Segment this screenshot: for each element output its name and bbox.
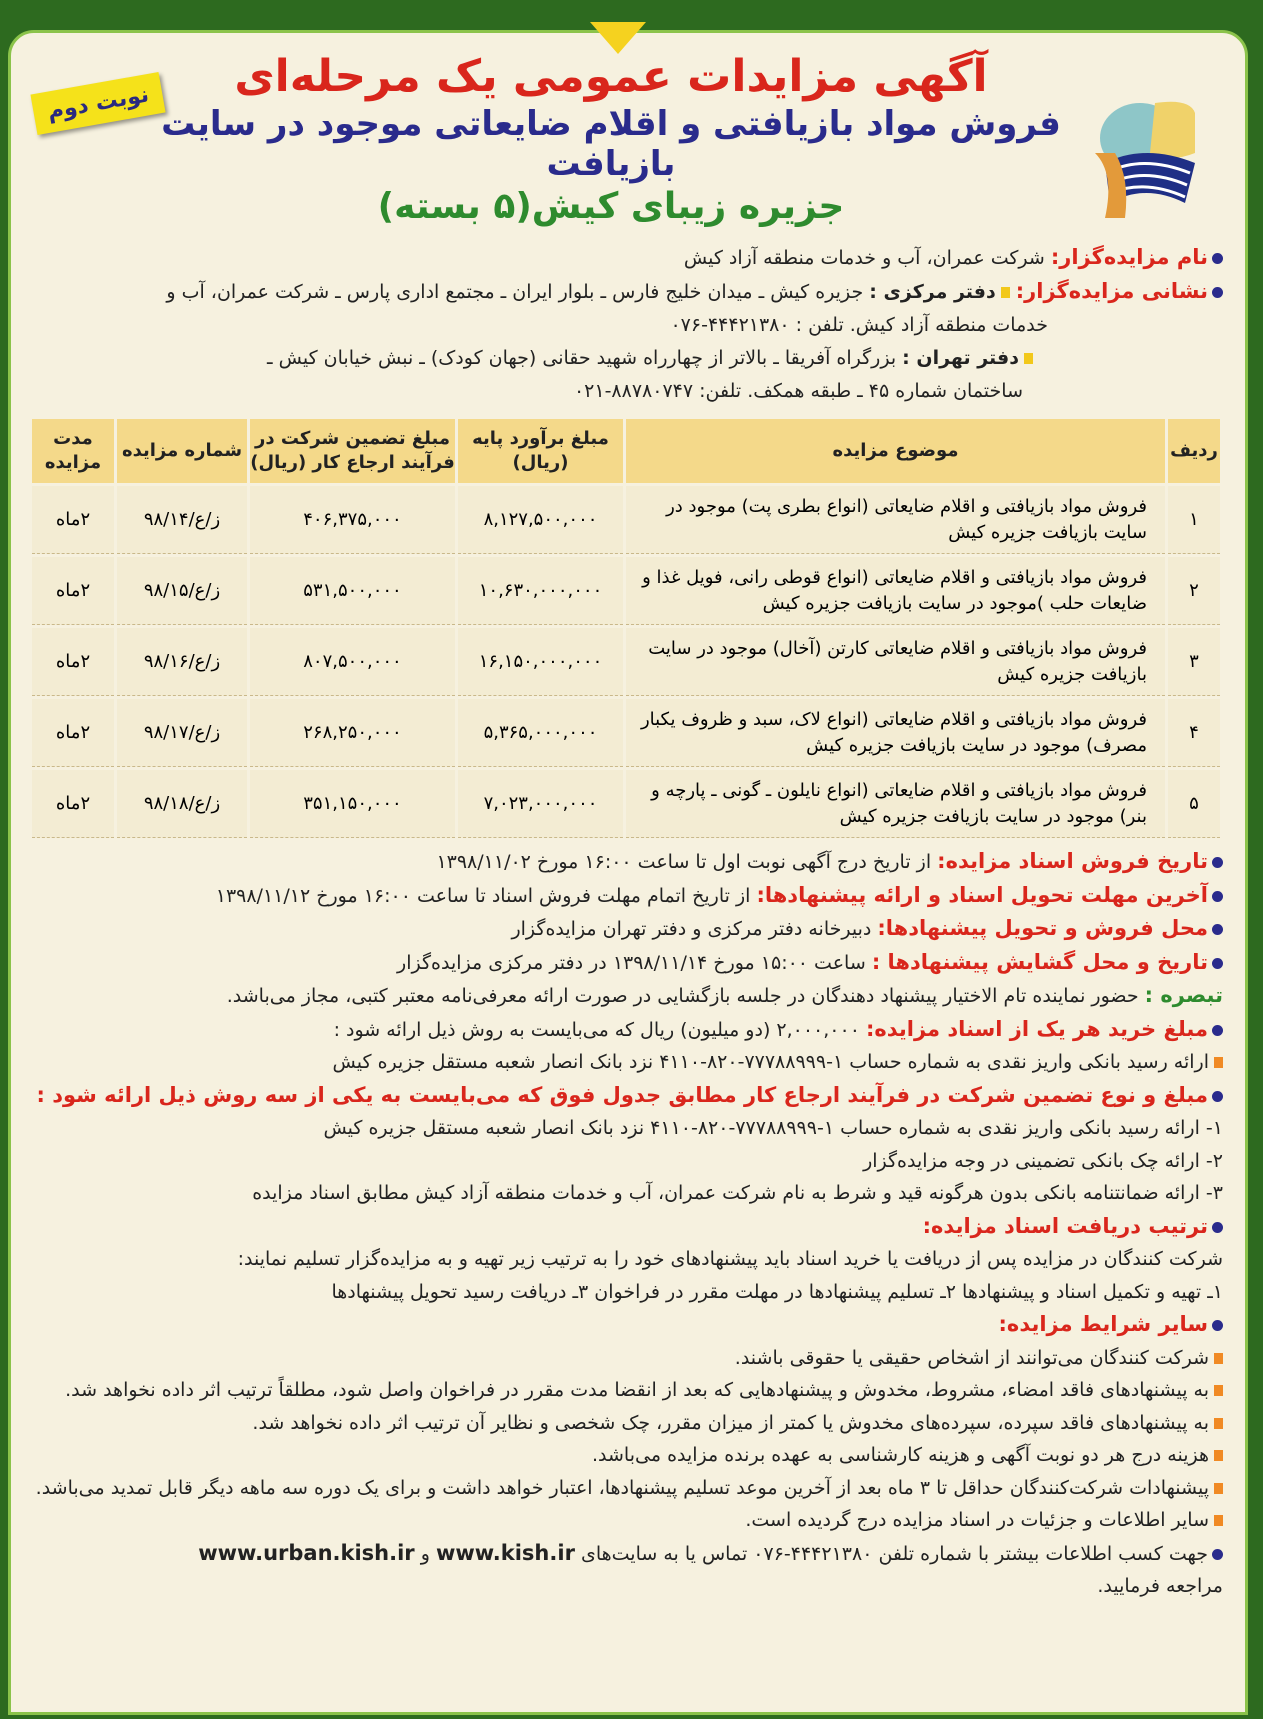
auction-table [29, 416, 1223, 841]
row-duration: ۲ماه [32, 770, 114, 838]
condition-item [29, 1374, 1223, 1407]
deadline-label: آخرین مهلت تحویل اسناد و ارائه پیشنهادها: [756, 882, 1208, 907]
condition-item [29, 1407, 1223, 1440]
guarantee-item: ۲- ارائه چک بانکی تضمینی در وجه مزایده‌گزار [863, 1149, 1223, 1172]
row-guarantee: ۸۰۷,۵۰۰,۰۰۰ [250, 628, 455, 696]
opening-value: ساعت ۱۵:۰۰ مورخ ۱۳۹۸/۱۱/۱۴ در دفتر مرکزی مزایده‌گزار [397, 951, 866, 974]
second-round-badge: نوبت دوم [30, 72, 165, 135]
address-label: نشانی مزایده‌گزار: [1015, 279, 1208, 303]
row-base-price: ۸,۱۲۷,۵۰۰,۰۰۰ [458, 486, 623, 554]
bullet-icon [1212, 1222, 1223, 1233]
bullet-icon [1212, 1091, 1223, 1102]
contact-text: جهت کسب اطلاعات بیشتر با شماره تلفن ۴۴۴۲۱۳۸۰-۰۷۶ تماس یا به سایت‌های [580, 1542, 1208, 1565]
row-base-price: ۷,۰۲۳,۰۰۰,۰۰۰ [458, 770, 623, 838]
bullet-icon [1214, 1353, 1223, 1364]
row-subject: فروش مواد بازیافتی و اقلام ضایعاتی (انواع قوطی رانی، فویل غذا و ضایعات حلب )موجود در سایت بازیافت جزیره کیش [626, 557, 1165, 625]
col-header-number: شماره مزایده [117, 419, 247, 483]
row-duration: ۲ماه [32, 557, 114, 625]
row-auction-number: ز/ع/۹۸/۱۸ [117, 770, 247, 838]
central-office-value: جزیره کیش ـ میدان خلیج فارس ـ بلوار ایران ـ مجتمع اداری پارس ـ شرکت عمران، آب و [166, 281, 864, 303]
row-number: ۳ [1168, 628, 1220, 696]
col-header-duration: مدت مزایده [32, 419, 114, 483]
row-base-price: ۱۰,۶۳۰,۰۰۰,۰۰۰ [458, 557, 623, 625]
other-conditions-label: سایر شرایط مزایده: [998, 1312, 1208, 1336]
bullet-icon [1214, 1418, 1223, 1429]
condition-item [29, 1504, 1223, 1537]
row-guarantee: ۵۳۱,۵۰۰,۰۰۰ [250, 557, 455, 625]
name-value: شرکت عمران، آب و خدمات منطقه آزاد کیش [683, 247, 1045, 269]
condition-text: هزینه درج هر دو نوبت آگهی و هزینه کارشناسی به عهده برنده مزایده می‌باشد. [592, 1444, 1209, 1466]
bullet-icon [1212, 891, 1223, 902]
col-header-row: ردیف [1168, 419, 1220, 483]
price-label: مبلغ خرید هر یک از اسناد مزایده: [865, 1016, 1208, 1041]
row-auction-number: ز/ع/۹۸/۱۷ [117, 699, 247, 767]
advertisement [8, 30, 1248, 1715]
row-subject: فروش مواد بازیافتی و اقلام ضایعاتی (انواع لاک، سبد و ظروف یکبار مصرف) موجود در سایت بازیافت جزیره کیش [626, 699, 1165, 767]
bullet-icon [1214, 1385, 1223, 1396]
row-duration: ۲ماه [32, 699, 114, 767]
company-logo-icon [1085, 93, 1205, 223]
row-duration: ۲ماه [32, 628, 114, 696]
ad-title: آگهی مزایدات عمومی یک مرحله‌ای [234, 51, 988, 102]
row-number: ۵ [1168, 770, 1220, 838]
order-label: ترتیب دریافت اسناد مزایده: [922, 1213, 1208, 1238]
tehran-office-label: دفتر تهران : [902, 347, 1019, 369]
table-row [32, 699, 1220, 767]
condition-item [29, 1342, 1223, 1375]
website-link[interactable]: www.kish.ir [435, 1540, 575, 1565]
name-label: نام مزایده‌گزار: [1050, 245, 1208, 269]
row-number: ۲ [1168, 557, 1220, 625]
table-row [32, 557, 1220, 625]
ad-subtitle: فروش مواد بازیافتی و اقلام ضایعاتی موجود در سایت بازیافت [161, 104, 1061, 184]
row-subject: فروش مواد بازیافتی و اقلام ضایعاتی (انواع بطری پت) موجود در سایت بازیافت جزیره کیش [626, 486, 1165, 554]
condition-text: به پیشنهادهای فاقد سپرده، سپرده‌های مخدوش یا کمتر از میزان مقرر، چک شخصی و نظایر آن ترتیب اثر داده نخواهد شد. [252, 1411, 1209, 1434]
table-row [32, 486, 1220, 554]
row-base-price: ۱۶,۱۵۰,۰۰۰,۰۰۰ [458, 628, 623, 696]
row-auction-number: ز/ع/۹۸/۱۶ [117, 628, 247, 696]
col-header-guarantee: مبلغ تضمین شرکت در فرآیند ارجاع کار (ریال) [250, 419, 455, 483]
row-auction-number: ز/ع/۹۸/۱۴ [117, 486, 247, 554]
bullet-icon [1212, 287, 1223, 298]
order-text: شرکت کنندگان در مزایده پس از دریافت یا خرید اسناد باید پیشنهادهای خود را به ترتیب زیر تهیه و به مزایده‌گزار تسلیم نمایند: [237, 1248, 1223, 1270]
condition-item [29, 1439, 1223, 1472]
table-row [32, 628, 1220, 696]
website-link[interactable]: www.urban.kish.ir [198, 1540, 415, 1565]
place-value: دبیرخانه دفتر مرکزی و دفتر تهران مزایده‌گزار [511, 918, 872, 940]
tehran-office-phone: ساختمان شماره ۴۵ ـ طبقه همکف. تلفن: ۸۸۷۸۰۷۴۷-۰۲۱ [573, 380, 1023, 402]
bullet-icon [1001, 287, 1010, 298]
bullet-icon [1212, 1320, 1223, 1331]
condition-item [29, 1472, 1223, 1505]
row-subject: فروش مواد بازیافتی و اقلام ضایعاتی (انواع نایلون ـ گونی ـ پارچه و بنر) موجود در سایت بازیافت جزیره کیش [626, 770, 1165, 838]
row-base-price: ۵,۳۶۵,۰۰۰,۰۰۰ [458, 699, 623, 767]
guarantee-label: مبلغ و نوع تضمین شرکت در فرآیند ارجاع کار مطابق جدول فوق که می‌بایست به یکی از سه روش ذیل ارائه شود : [36, 1082, 1208, 1107]
bullet-icon [1024, 353, 1033, 364]
central-office-label: دفتر مرکزی : [869, 281, 996, 303]
place-label: محل فروش و تحویل پیشنهادها: [877, 916, 1208, 940]
central-office-phone: خدمات منطقه آزاد کیش. تلفن : ۴۴۴۲۱۳۸۰-۰۷۶ [670, 314, 1048, 336]
bullet-icon [1214, 1450, 1223, 1461]
row-guarantee: ۲۶۸,۲۵۰,۰۰۰ [250, 699, 455, 767]
col-header-base: مبلغ برآورد پایه (ریال) [458, 419, 623, 483]
bullet-icon [1212, 958, 1223, 969]
and-text: و [420, 1542, 430, 1565]
table-row [32, 770, 1220, 838]
row-guarantee: ۳۵۱,۱۵۰,۰۰۰ [250, 770, 455, 838]
bullet-icon [1212, 1549, 1223, 1560]
row-number: ۱ [1168, 486, 1220, 554]
price-payment-method: ارائه رسید بانکی واریز نقدی به شماره حساب ۱-۷۷۷۸۸۹۹۹-۸۲۰-۴۱۱۰ نزد بانک انصار شعبه مستقل جزیره کیش [332, 1051, 1209, 1073]
condition-text: سایر اطلاعات و جزئیات در اسناد مزایده درج گردیده است. [745, 1509, 1209, 1531]
bullet-icon [1212, 924, 1223, 935]
note-value: حضور نماینده تام الاختیار پیشنهاد دهندگان در جلسه بازگشایی در صورت ارائه معرفی‌نامه معتبر کتبی، مجاز می‌باشد. [226, 985, 1139, 1007]
guarantee-item: ۳- ارائه ضمانتنامه بانکی بدون هرگونه قید و شرط به نام شرکت عمران، آب و خدمات منطقه آزاد کیش مطابق اسناد مزایده [252, 1182, 1223, 1204]
bullet-icon [1212, 857, 1223, 868]
condition-text: پیشنهادات شرکت‌کنندگان حداقل تا ۳ ماه بعد از آخرین موعد تسلیم پیشنهادها، اعتبار خواهد داشت و برای یک دوره سه ماهه دیگر قابل تمدید می‌باشد. [35, 1476, 1209, 1499]
sale-date-label: تاریخ فروش اسناد مزایده: [937, 849, 1208, 873]
bullet-icon [1214, 1483, 1223, 1494]
arrow-decoration-icon [590, 22, 646, 54]
bullet-icon [1214, 1515, 1223, 1526]
contact-end: مراجعه فرمایید. [1097, 1575, 1223, 1597]
ad-subtitle-2: جزیره زیبای کیش(۵ بسته) [377, 186, 845, 227]
row-duration: ۲ماه [32, 486, 114, 554]
bullet-icon [1212, 253, 1223, 264]
row-auction-number: ز/ع/۹۸/۱۵ [117, 557, 247, 625]
bullet-icon [1212, 1025, 1223, 1036]
condition-text: به پیشنهادهای فاقد امضاء، مشروط، مخدوش و پیشنهادهایی که بعد از انقضا مدت مقرر در فراخوان واصل شود، مطلقاً ترتیب اثر داده نخواهد شد. [65, 1379, 1209, 1401]
price-value: ۲,۰۰۰,۰۰۰ (دو میلیون) ریال که می‌بایست به روش ذیل ارائه شود : [333, 1018, 860, 1041]
guarantee-item: ۱- ارائه رسید بانکی واریز نقدی به شماره حساب ۱-۷۷۷۸۸۹۹۹-۸۲۰-۴۱۱۰ نزد بانک انصار شعبه مستقل جزیره کیش [323, 1117, 1223, 1139]
row-guarantee: ۴۰۶,۳۷۵,۰۰۰ [250, 486, 455, 554]
auctioneer-info [29, 241, 1223, 408]
opening-label: تاریخ و محل گشایش پیشنهادها : [871, 949, 1208, 974]
order-steps: ۱ـ تهیه و تکمیل اسناد و پیشنهادها ۲ـ تسلیم پیشنهادها در مهلت مقرر در فراخوان ۳ـ دریافت رسید تحویل پیشنهادها [331, 1280, 1223, 1303]
condition-text: شرکت کنندگان می‌توانند از اشخاص حقیقی یا حقوقی باشند. [734, 1346, 1209, 1369]
row-number: ۴ [1168, 699, 1220, 767]
auction-details [29, 845, 1223, 1603]
sale-date-value: از تاریخ درج آگهی نوبت اول تا ساعت ۱۶:۰۰ مورخ ۱۳۹۸/۱۱/۰۲ [436, 851, 932, 873]
tehran-office-value: بزرگراه آفریقا ـ بالاتر از چهارراه شهید حقانی (جهان کودک) ـ نبش خیابان کیش ـ [267, 347, 897, 369]
note-label: تبصره : [1144, 983, 1223, 1007]
bullet-icon [1214, 1057, 1223, 1068]
col-header-subject: موضوع مزایده [626, 419, 1165, 483]
row-subject: فروش مواد بازیافتی و اقلام ضایعاتی کارتن (آخال) موجود در سایت بازیافت جزیره کیش [626, 628, 1165, 696]
deadline-value: از تاریخ اتمام مهلت فروش اسناد تا ساعت ۱۶:۰۰ مورخ ۱۳۹۸/۱۱/۱۲ [215, 884, 751, 907]
